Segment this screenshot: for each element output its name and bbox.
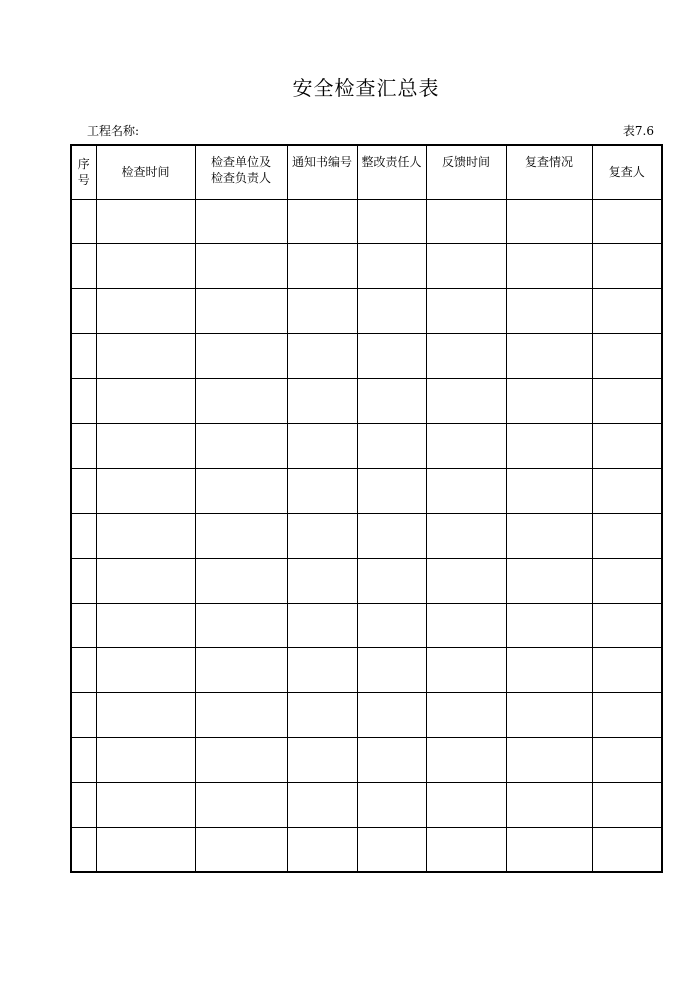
cell-unit-person[interactable] (195, 334, 287, 379)
cell-rectify-person[interactable] (357, 558, 426, 603)
cell-unit-person[interactable] (195, 244, 287, 289)
cell-feedback-time[interactable] (426, 289, 506, 334)
header-recheck-status-label: 复查情况 (524, 155, 573, 169)
cell-seq[interactable] (71, 289, 96, 334)
cell-rectify-person[interactable] (357, 468, 426, 513)
cell-seq[interactable] (71, 558, 96, 603)
cell-check-time[interactable] (96, 379, 195, 424)
cell-feedback-time[interactable] (426, 693, 506, 738)
cell-feedback-time[interactable] (426, 334, 506, 379)
cell-seq[interactable] (71, 783, 96, 828)
header-rechecker-label: 复查人 (608, 165, 645, 180)
cell-notice-no[interactable] (287, 513, 357, 558)
cell-rectify-person[interactable] (357, 648, 426, 693)
cell-rechecker[interactable] (592, 738, 662, 783)
cell-feedback-time[interactable] (426, 783, 506, 828)
cell-unit-person[interactable] (195, 783, 287, 828)
cell-notice-no[interactable] (287, 334, 357, 379)
cell-unit-person[interactable] (195, 603, 287, 648)
cell-recheck-status[interactable] (506, 693, 592, 738)
cell-rechecker[interactable] (592, 468, 662, 513)
cell-notice-no[interactable] (287, 558, 357, 603)
cell-feedback-time[interactable] (426, 244, 506, 289)
cell-notice-no[interactable] (287, 827, 357, 872)
cell-feedback-time[interactable] (426, 738, 506, 783)
cell-rechecker[interactable] (592, 827, 662, 872)
cell-seq[interactable] (71, 244, 96, 289)
cell-recheck-status[interactable] (506, 379, 592, 424)
cell-check-time[interactable] (96, 244, 195, 289)
inspection-summary-table (70, 144, 663, 873)
cell-recheck-status[interactable] (506, 423, 592, 468)
cell-unit-person[interactable] (195, 648, 287, 693)
table-row (71, 468, 662, 513)
table-row (71, 648, 662, 693)
cell-unit-person[interactable] (195, 693, 287, 738)
cell-rechecker[interactable] (592, 648, 662, 693)
cell-feedback-time[interactable] (426, 513, 506, 558)
project-name-label: 工程名称: (87, 124, 140, 138)
cell-check-time[interactable] (96, 423, 195, 468)
table-row (71, 379, 662, 424)
table-row (71, 603, 662, 648)
cell-recheck-status[interactable] (506, 199, 592, 244)
cell-seq[interactable] (71, 334, 96, 379)
cell-notice-no[interactable] (287, 603, 357, 648)
cell-feedback-time[interactable] (426, 648, 506, 693)
cell-seq[interactable] (71, 648, 96, 693)
cell-rechecker[interactable] (592, 783, 662, 828)
cell-notice-no[interactable] (287, 379, 357, 424)
cell-recheck-status[interactable] (506, 289, 592, 334)
cell-notice-no[interactable] (287, 648, 357, 693)
table-body (71, 199, 662, 872)
cell-rectify-person[interactable] (357, 827, 426, 872)
cell-check-time[interactable] (96, 513, 195, 558)
cell-check-time[interactable] (96, 827, 195, 872)
cell-feedback-time[interactable] (426, 603, 506, 648)
table-row (71, 558, 662, 603)
cell-seq[interactable] (71, 827, 96, 872)
cell-feedback-time[interactable] (426, 468, 506, 513)
cell-rechecker[interactable] (592, 334, 662, 379)
cell-feedback-time[interactable] (426, 199, 506, 244)
header-feedback-time (426, 145, 506, 199)
table-row (71, 289, 662, 334)
cell-recheck-status[interactable] (506, 738, 592, 783)
cell-check-time[interactable] (96, 334, 195, 379)
cell-rectify-person[interactable] (357, 423, 426, 468)
cell-notice-no[interactable] (287, 199, 357, 244)
cell-rechecker[interactable] (592, 693, 662, 738)
cell-recheck-status[interactable] (506, 513, 592, 558)
cell-rechecker[interactable] (592, 603, 662, 648)
table-row (71, 783, 662, 828)
header-unit-person-line1: 检查单位及 (210, 155, 271, 169)
cell-seq[interactable] (71, 423, 96, 468)
cell-feedback-time[interactable] (426, 827, 506, 872)
header-check-time (96, 145, 195, 199)
cell-unit-person[interactable] (195, 558, 287, 603)
cell-recheck-status[interactable] (506, 468, 592, 513)
cell-check-time[interactable] (96, 199, 195, 244)
cell-recheck-status[interactable] (506, 827, 592, 872)
table-row (71, 738, 662, 783)
cell-check-time[interactable] (96, 558, 195, 603)
header-seq-label: 序号 (77, 157, 90, 188)
table-row (71, 827, 662, 872)
cell-rechecker[interactable] (592, 379, 662, 424)
cell-seq[interactable] (71, 738, 96, 783)
cell-notice-no[interactable] (287, 423, 357, 468)
cell-unit-person[interactable] (195, 513, 287, 558)
cell-unit-person[interactable] (195, 199, 287, 244)
cell-seq[interactable] (71, 693, 96, 738)
cell-check-time[interactable] (96, 693, 195, 738)
cell-check-time[interactable] (96, 648, 195, 693)
cell-unit-person[interactable] (195, 738, 287, 783)
cell-rechecker[interactable] (592, 513, 662, 558)
header-recheck-status (506, 145, 592, 199)
cell-rechecker[interactable] (592, 558, 662, 603)
cell-recheck-status[interactable] (506, 558, 592, 603)
cell-seq[interactable] (71, 513, 96, 558)
cell-check-time[interactable] (96, 783, 195, 828)
cell-rectify-person[interactable] (357, 738, 426, 783)
cell-notice-no[interactable] (287, 738, 357, 783)
table-row (71, 513, 662, 558)
cell-rectify-person[interactable] (357, 603, 426, 648)
table-row (71, 423, 662, 468)
cell-unit-person[interactable] (195, 468, 287, 513)
cell-feedback-time[interactable] (426, 423, 506, 468)
table-row (71, 244, 662, 289)
cell-recheck-status[interactable] (506, 783, 592, 828)
table-row (71, 199, 662, 244)
header-unit-person (195, 145, 287, 199)
header-check-time-label: 检查时间 (121, 165, 170, 180)
cell-rechecker[interactable] (592, 244, 662, 289)
table-row (71, 693, 662, 738)
cell-check-time[interactable] (96, 468, 195, 513)
cell-rectify-person[interactable] (357, 513, 426, 558)
header-notice-number (287, 145, 357, 199)
cell-recheck-status[interactable] (506, 648, 592, 693)
cell-rechecker[interactable] (592, 289, 662, 334)
cell-rectify-person[interactable] (357, 289, 426, 334)
header-rechecker (592, 145, 662, 199)
cell-notice-no[interactable] (287, 468, 357, 513)
page-title: 安全检查汇总表 (292, 76, 440, 100)
header-rectify-person-label: 整改责任人 (361, 155, 422, 169)
cell-notice-no[interactable] (287, 783, 357, 828)
cell-notice-no[interactable] (287, 244, 357, 289)
cell-feedback-time[interactable] (426, 379, 506, 424)
header-feedback-time-label: 反馈时间 (441, 155, 490, 169)
cell-rectify-person[interactable] (357, 693, 426, 738)
cell-seq[interactable] (71, 468, 96, 513)
cell-rechecker[interactable] (592, 199, 662, 244)
table-header-row (71, 145, 662, 199)
cell-recheck-status[interactable] (506, 244, 592, 289)
form-number: 表7.6 (622, 124, 654, 138)
cell-notice-no[interactable] (287, 693, 357, 738)
cell-recheck-status[interactable] (506, 603, 592, 648)
cell-unit-person[interactable] (195, 423, 287, 468)
cell-rechecker[interactable] (592, 423, 662, 468)
header-seq (71, 145, 96, 199)
cell-seq[interactable] (71, 603, 96, 648)
cell-rectify-person[interactable] (357, 334, 426, 379)
cell-check-time[interactable] (96, 289, 195, 334)
cell-rectify-person[interactable] (357, 199, 426, 244)
cell-rectify-person[interactable] (357, 783, 426, 828)
table-row (71, 334, 662, 379)
header-notice-number-label: 通知书编号 (291, 155, 352, 169)
header-unit-person-line2: 检查负责人 (210, 171, 271, 185)
cell-notice-no[interactable] (287, 289, 357, 334)
cell-unit-person[interactable] (195, 289, 287, 334)
cell-unit-person[interactable] (195, 379, 287, 424)
cell-check-time[interactable] (96, 603, 195, 648)
cell-check-time[interactable] (96, 738, 195, 783)
cell-rectify-person[interactable] (357, 379, 426, 424)
cell-recheck-status[interactable] (506, 334, 592, 379)
cell-seq[interactable] (71, 199, 96, 244)
cell-rectify-person[interactable] (357, 244, 426, 289)
cell-feedback-time[interactable] (426, 558, 506, 603)
header-rectify-person (357, 145, 426, 199)
cell-seq[interactable] (71, 379, 96, 424)
cell-unit-person[interactable] (195, 827, 287, 872)
